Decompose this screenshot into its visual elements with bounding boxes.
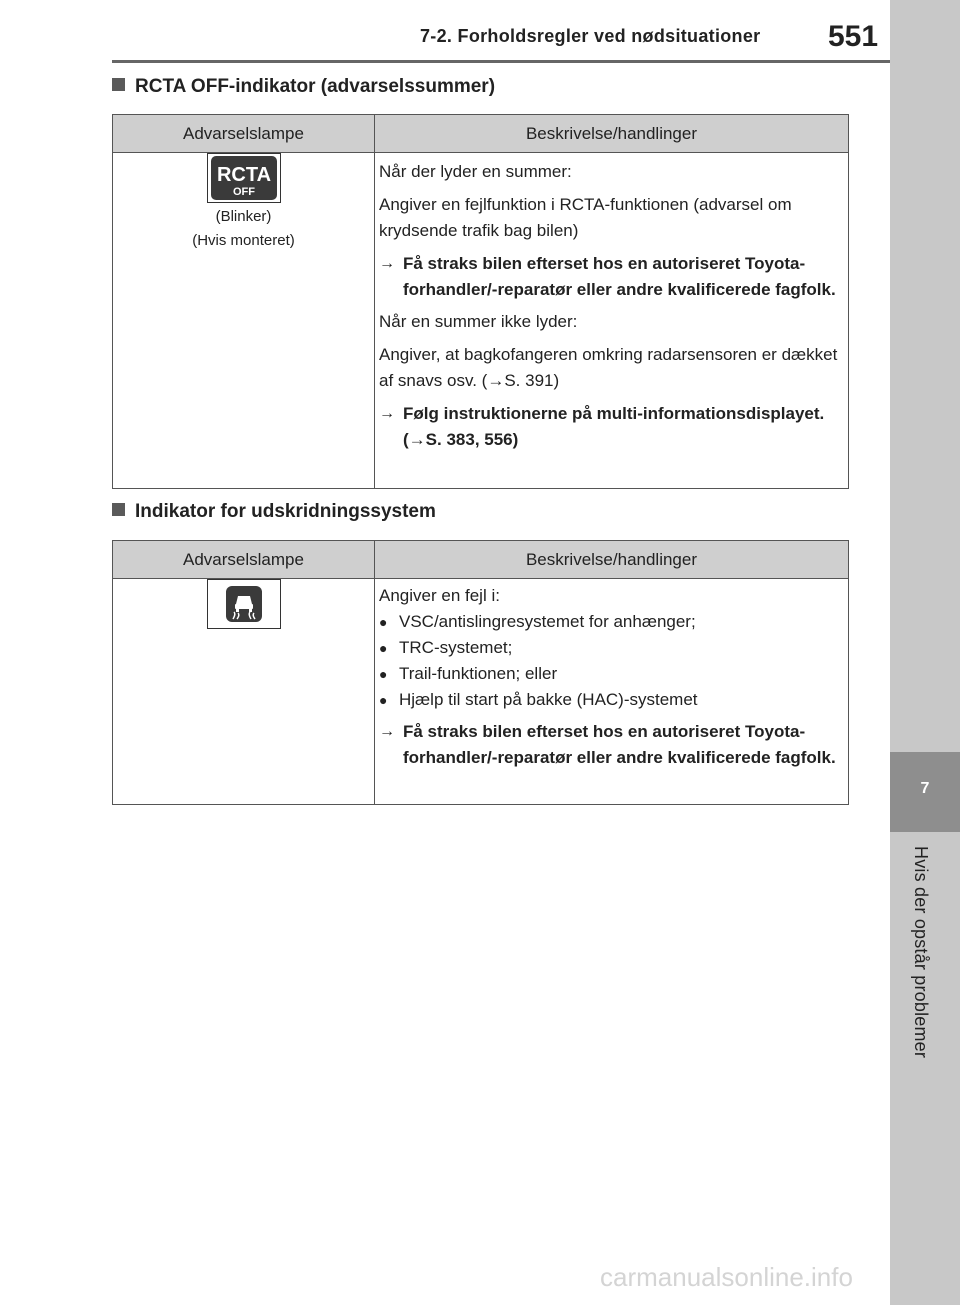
rcta-warning-table — [112, 114, 849, 489]
section-heading-text: Indikator for udskridningssystem — [135, 501, 436, 522]
column-header-lamp: Advarselslampe — [113, 115, 375, 153]
section-heading-skid — [112, 501, 436, 523]
lamp-cell — [113, 153, 375, 489]
action-item — [379, 719, 842, 771]
lamp-caption-blinker: (Blinker) — [215, 208, 272, 225]
description-text: Når der lyder en summer: — [379, 162, 572, 181]
bullet-dot-icon: ● — [379, 614, 388, 630]
description-text: Når en summer ikke lyder: — [379, 312, 578, 331]
column-header-lamp: Advarselslampe — [113, 541, 375, 579]
skid-indicator-icon-graphic — [224, 584, 264, 624]
table-row — [113, 153, 849, 489]
list-item-text: Hjælp til start på bakke (HAC)-systemet — [399, 690, 698, 709]
watermark: carmanualsonline.info — [600, 1262, 853, 1292]
page-reference-link[interactable]: S. 391) — [504, 371, 560, 390]
page-reference-link[interactable]: S. 383, 556) — [425, 430, 519, 449]
description-cell — [375, 579, 849, 805]
table-row — [113, 579, 849, 805]
list-item-text: VSC/antislingresystemet for anhænger; — [399, 612, 696, 631]
rcta-icon-text: RCTA — [216, 164, 271, 186]
square-bullet-icon — [112, 503, 125, 516]
header-divider — [112, 60, 890, 63]
list-item — [379, 687, 842, 713]
list-item — [379, 609, 842, 635]
arrow-right-icon: → — [379, 405, 395, 422]
action-text: Få straks bilen efterset hos en autoriseret Toyota-forhandler/-reparatør eller andre kvalificerede fagfolk. — [403, 722, 836, 767]
arrow-right-icon: → — [379, 255, 395, 272]
section-heading-rcta — [112, 76, 495, 98]
off-icon-text: OFF — [232, 186, 255, 198]
square-bullet-icon — [112, 78, 125, 91]
column-header-description: Beskrivelse/handlinger — [375, 115, 849, 153]
list-item — [379, 635, 842, 661]
action-text — [403, 401, 842, 453]
bullet-dot-icon: ● — [379, 640, 388, 656]
description-text: Angiver en fejl i: — [379, 586, 500, 605]
list-item-text: Trail-funktionen; eller — [399, 664, 558, 683]
description-text — [379, 342, 842, 394]
description-cell — [375, 153, 849, 489]
action-text-part: Følg instruktionerne på multi-informationsdisplayet. ( — [403, 404, 825, 449]
table-header-row — [113, 541, 849, 579]
bullet-dot-icon: ● — [379, 692, 388, 708]
action-item — [379, 401, 842, 453]
arrow-right-icon: → — [379, 723, 395, 740]
chapter-side-tab — [890, 0, 960, 1305]
rcta-off-icon-graphic — [211, 156, 277, 200]
lamp-cell — [113, 579, 375, 805]
list-item — [379, 661, 842, 687]
arrow-right-icon: → — [408, 430, 426, 449]
action-item — [379, 251, 842, 303]
description-text: Angiver en fejlfunktion i RCTA-funktionen (advarsel om krydsende trafik bag bilen) — [379, 195, 792, 240]
bullet-dot-icon: ● — [379, 666, 388, 682]
arrow-right-icon: → — [487, 371, 505, 390]
list-item-text: TRC-systemet; — [399, 638, 513, 657]
section-heading-text: RCTA OFF-indikator (advarselssummer) — [135, 76, 496, 97]
skid-warning-table — [112, 540, 849, 805]
section-title: 7-2. Forholdsregler ved nødsituationer — [420, 26, 761, 46]
action-text: Få straks bilen efterset hos en autoriseret Toyota-forhandler/-reparatør eller andre kvalificerede fagfolk. — [403, 254, 836, 299]
rcta-off-icon — [207, 153, 281, 203]
chapter-title: Hvis der opstår problemer — [911, 846, 931, 1059]
chapter-number: 7 — [920, 780, 930, 797]
description-text-part: Angiver, at bagkofangeren omkring radarsensoren er dækket af snavs osv. ( — [379, 345, 838, 390]
table-header-row — [113, 115, 849, 153]
page-number: 551 — [828, 20, 879, 53]
skid-indicator-icon — [207, 579, 281, 629]
lamp-caption-optional: (Hvis monteret) — [192, 232, 295, 249]
column-header-description: Beskrivelse/handlinger — [375, 541, 849, 579]
